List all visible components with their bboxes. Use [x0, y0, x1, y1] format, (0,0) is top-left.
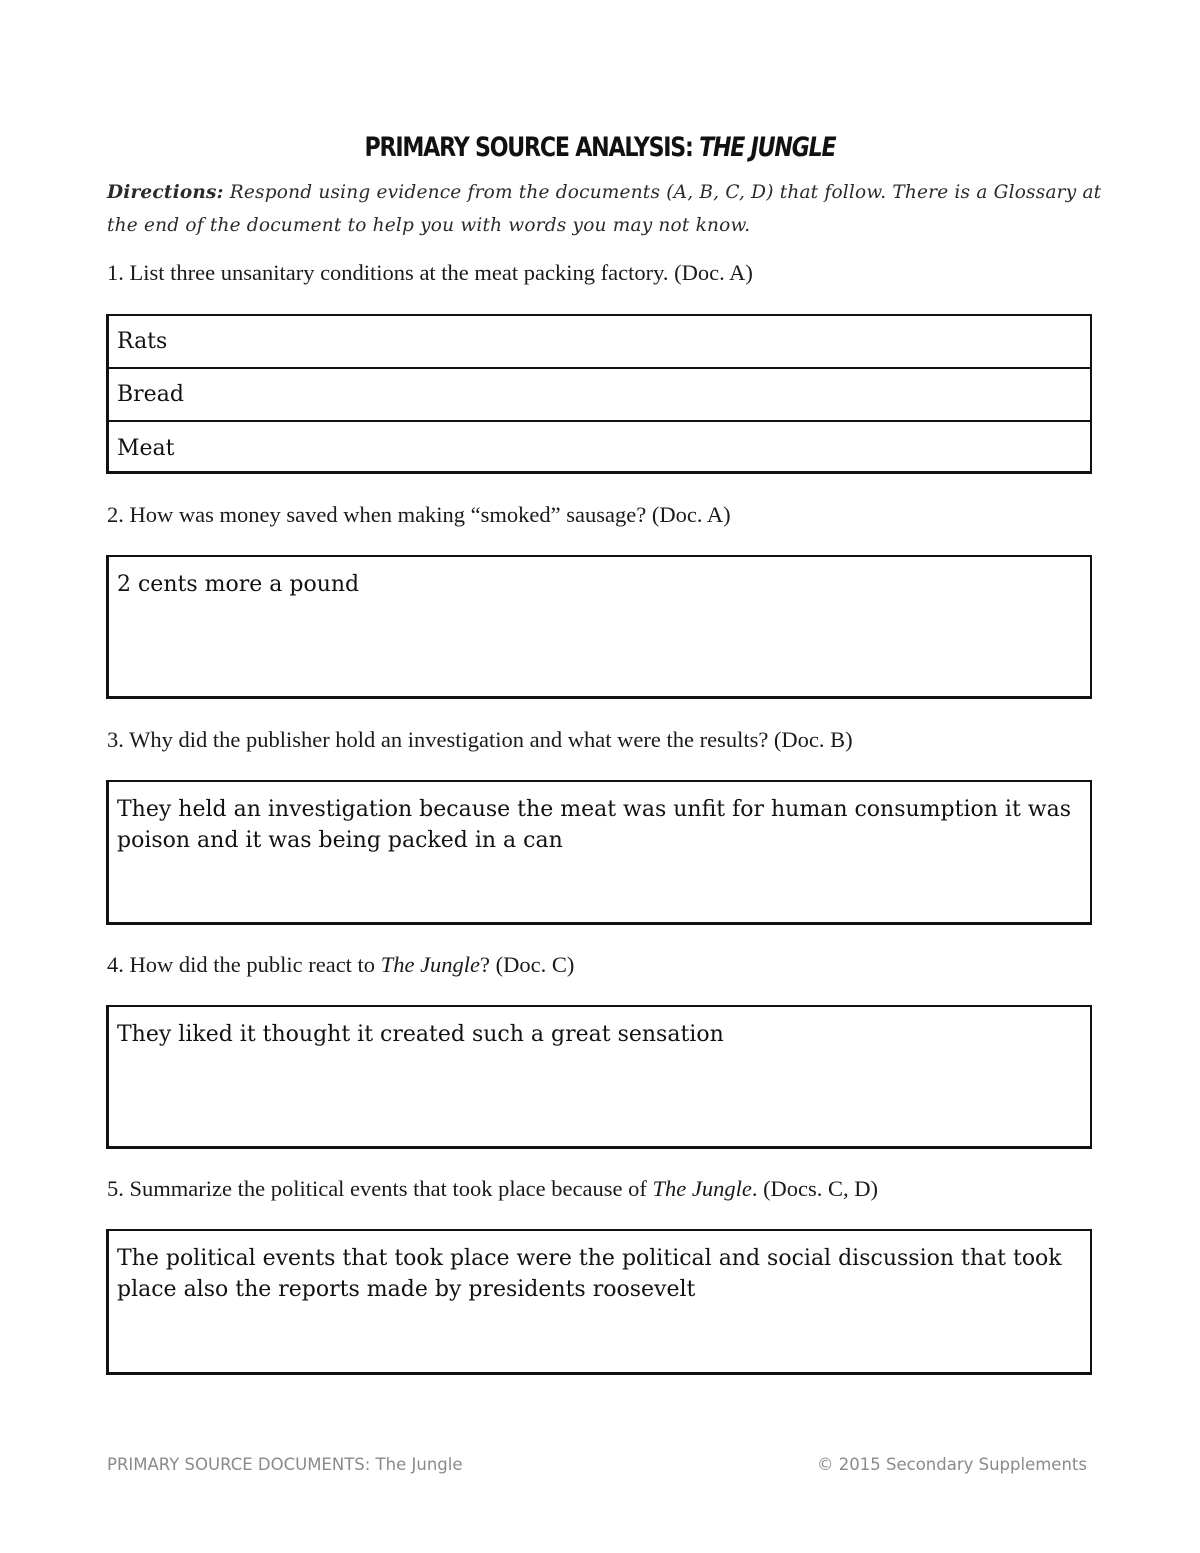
answer-text-q5: The political events that took place were the political and social discussion that took place also the reports made by presidents roosevelt: [117, 1246, 1062, 1302]
directions-text: Respond using evidence from the documents (A, B, C, D) that follow. There is a Glossary at the end of the document to help you with words you may not know.: [107, 182, 1102, 236]
answer-row-3[interactable]: Meat: [117, 436, 175, 461]
answer-table-q1: [106, 314, 1092, 474]
question-3: 3. Why did the publisher hold an investigation and what were the results? (Doc. B): [107, 727, 853, 752]
question-5-suffix: . (Docs. C, D): [751, 1176, 879, 1201]
directions-label: Directions:: [107, 182, 224, 203]
answer-text-q2: 2 cents more a pound: [117, 572, 360, 597]
title-main: PRIMARY SOURCE ANALYSIS:: [364, 132, 700, 163]
question-2: 2. How was money saved when making “smoked” sausage? (Doc. A): [107, 502, 731, 527]
answer-box-q2[interactable]: [106, 555, 1092, 699]
question-1: 1. List three unsanitary conditions at the meat packing factory. (Doc. A): [107, 260, 753, 285]
question-4-suffix: ? (Doc. C): [480, 952, 575, 977]
answer-box-q5[interactable]: [106, 1229, 1092, 1375]
question-5-emphasis: The Jungle: [652, 1176, 752, 1201]
answer-box-q4[interactable]: [106, 1005, 1092, 1149]
footer-left: PRIMARY SOURCE DOCUMENTS: The Jungle: [107, 1455, 463, 1474]
question-5: [107, 1176, 878, 1202]
page-title: [108, 132, 1092, 163]
answer-row-2[interactable]: Bread: [109, 369, 1090, 422]
answer-box-q3[interactable]: [106, 780, 1092, 925]
question-5-prefix: 5. Summarize the political events that took place because of: [107, 1176, 653, 1201]
answer-text-q3: They held an investigation because the meat was unfit for human consumption it was poison and it was being packed in a can: [117, 797, 1072, 853]
footer-right: © 2015 Secondary Supplements: [817, 1455, 1087, 1474]
directions: [107, 176, 1107, 242]
answer-text-q4: They liked it thought it created such a great sensation: [117, 1022, 724, 1047]
question-4: [107, 952, 574, 978]
answer-row-1[interactable]: Rats: [109, 316, 1090, 369]
question-4-prefix: 4. How did the public react to: [107, 952, 381, 977]
question-4-emphasis: The Jungle: [380, 952, 481, 977]
title-emphasis: THE JUNGLE: [699, 132, 836, 163]
